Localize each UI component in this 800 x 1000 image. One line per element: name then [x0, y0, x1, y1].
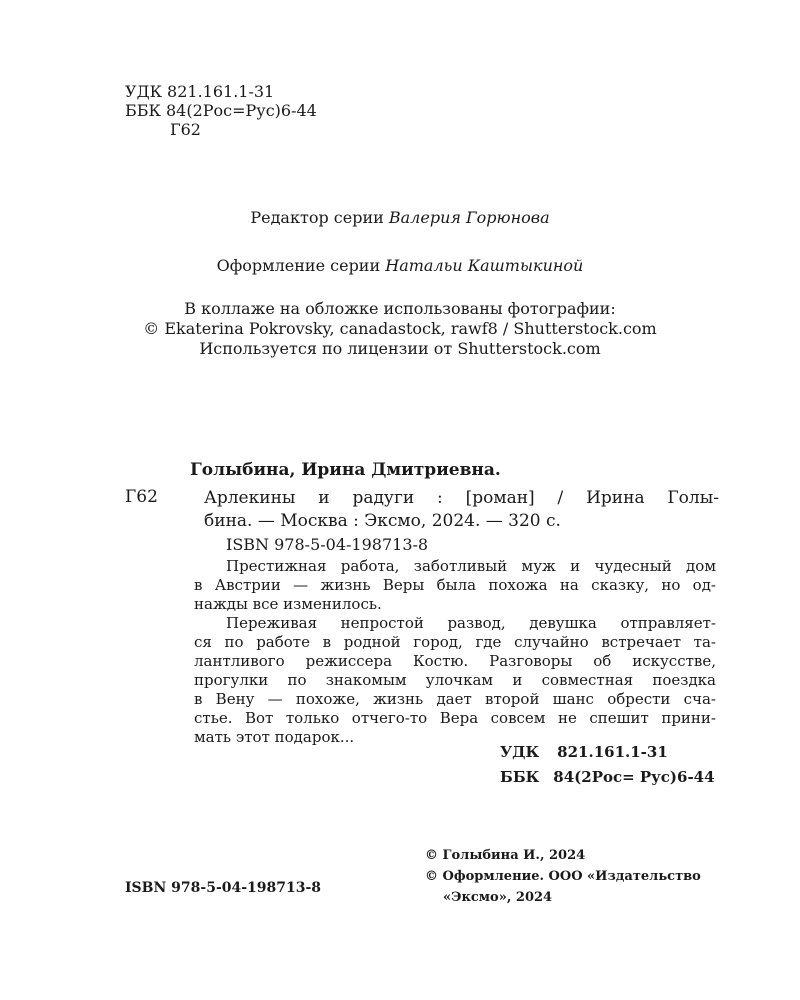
series-editor-name: Валерия Горюнова	[388, 208, 550, 227]
footer-isbn: ISBN 978-5-04-198713-8	[125, 880, 322, 896]
bbk-label: ББК	[500, 768, 540, 786]
bib-title-line: бина. — Москва : Эксмо, 2024. — 320 с.	[204, 511, 561, 531]
annotation-line: нажды все изменилось.	[194, 595, 382, 613]
udk-label: УДК	[500, 743, 540, 761]
annotation-line: ся по работе в родной город, где случайно встречает та-	[194, 633, 716, 651]
bib-isbn: ISBN 978-5-04-198713-8	[226, 535, 429, 554]
bib-author-code: Г62	[125, 487, 158, 507]
annotation-line: в Вену — похоже, жизнь дает второй шанс обрести сча-	[194, 690, 716, 708]
annotation-paragraph	[194, 614, 716, 747]
bib-title	[204, 487, 719, 533]
photo-credits-line: Используется по лицензии от Shutterstock.com	[199, 339, 601, 358]
series-design-name: Натальи Каштыкиной	[385, 256, 584, 275]
photo-credits	[0, 299, 800, 359]
bib-title-line: Арлекины и радуги : [роман] / Ирина Голы-	[204, 488, 719, 508]
copyright-block	[425, 845, 701, 908]
bbk-value: 84(2Рос= Рус)6-44	[553, 768, 715, 786]
copyright-line: «Эксмо», 2024	[443, 890, 553, 905]
annotation-line: лантливого режиссера Костю. Разговоры об искусстве,	[194, 652, 716, 670]
photo-credits-line: © Ekaterina Pokrovsky, canadastock, rawf8 / Shutterstock.com	[143, 319, 657, 338]
annotation-line: мать этот подарок...	[194, 728, 355, 746]
top-classification	[125, 82, 317, 139]
series-design-line	[0, 256, 800, 275]
bib-author: Голыбина, Ирина Дмитриевна.	[190, 460, 501, 480]
copyright-line: © Голыбина И., 2024	[425, 848, 586, 863]
series-design-label: Оформление серии	[216, 256, 381, 275]
annotation-line: Переживая непростой развод, девушка отправляет-	[226, 614, 716, 632]
annotation-line: в Австрии — жизнь Веры была похожа на сказку, но од-	[194, 576, 716, 594]
bbk-code-row	[500, 765, 715, 790]
classification-codes	[500, 740, 715, 790]
annotation-line: прогулки по знакомым улочкам и совместная поездка	[194, 671, 716, 689]
udk-line: УДК 821.161.1-31	[125, 82, 275, 101]
udk-code-row	[500, 740, 715, 765]
author-code: Г62	[170, 120, 201, 139]
series-editor-label: Редактор серии	[250, 208, 384, 227]
bbk-line: ББК 84(2Рос=Рус)6-44	[125, 101, 317, 120]
annotation-line: Престижная работа, заботливый муж и чудесный дом	[226, 557, 716, 575]
udk-value: 821.161.1-31	[557, 743, 668, 761]
photo-credits-line: В коллаже на обложке использованы фотографии:	[184, 299, 616, 318]
annotation-line: стье. Вот только отчего-то Вера совсем не спешит прини-	[194, 709, 716, 727]
copyright-line: © Оформление. ООО «Издательство	[425, 869, 701, 884]
annotation-paragraph	[194, 557, 716, 614]
series-editor-line	[0, 208, 800, 227]
